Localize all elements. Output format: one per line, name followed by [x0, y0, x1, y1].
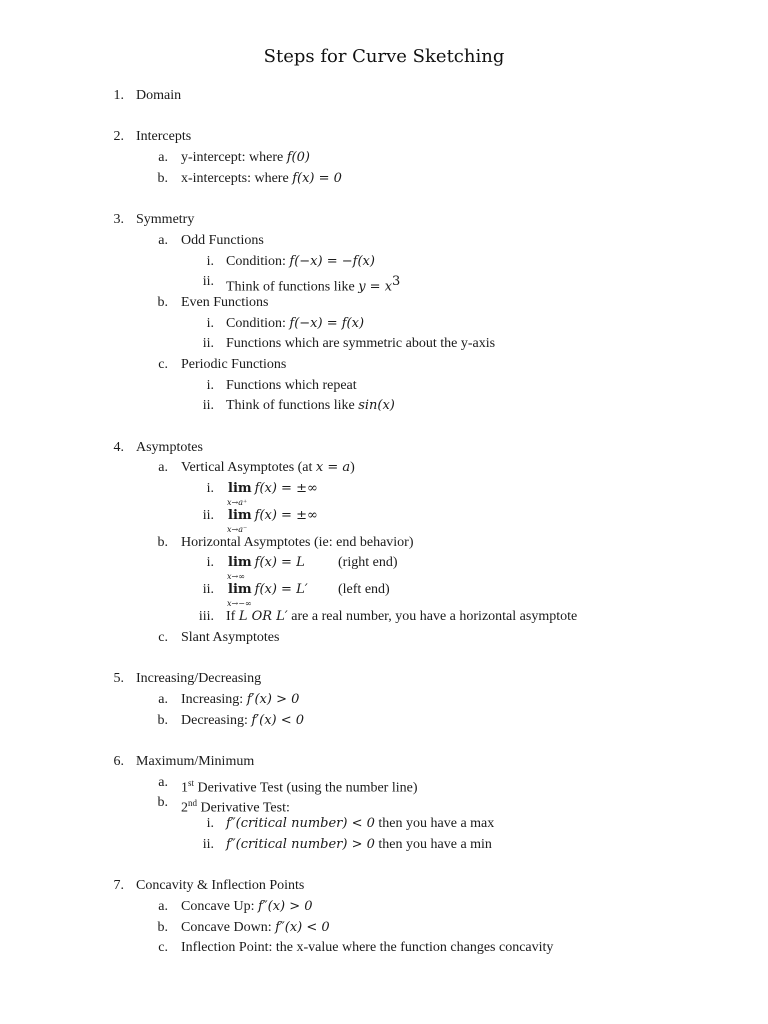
min-condition	[226, 836, 492, 854]
sub-letter: b.	[157, 795, 168, 810]
sub-letter: a.	[158, 775, 168, 790]
sub-letter: b.	[157, 171, 168, 186]
x-intercept-text: x-intercepts: where	[181, 171, 293, 186]
if-text: If	[226, 609, 239, 624]
periodic-example	[226, 397, 395, 415]
sub-letter: a.	[158, 150, 168, 165]
va-text: Vertical Asymptotes (at	[181, 460, 316, 475]
item-number: 1.	[113, 88, 124, 103]
roman-numeral: i.	[206, 254, 214, 269]
condition-text: Condition:	[226, 254, 290, 269]
limit-operator	[227, 480, 252, 507]
sub-letter: b.	[157, 295, 168, 310]
math-expr: f(x) = L′	[254, 582, 308, 597]
math-expr: L OR L′	[238, 609, 288, 624]
limit-operator	[227, 507, 252, 534]
va-limit-left	[227, 507, 318, 534]
limit-subscript: x→−∞	[227, 599, 252, 608]
y-intercept-text: y-intercept: where	[181, 150, 287, 165]
ha-limit-left	[227, 581, 308, 608]
roman-numeral: i.	[206, 316, 214, 331]
item-number: 4.	[113, 440, 124, 455]
decreasing-text: Decreasing:	[181, 713, 252, 728]
y-intercept-line	[181, 149, 310, 167]
roman-numeral: i.	[206, 481, 214, 496]
slant-asymptotes: Slant Asymptotes	[181, 630, 280, 645]
odd-condition	[226, 253, 375, 271]
limit-subscript: x→∞	[227, 572, 245, 581]
math-expr: y = x	[358, 279, 393, 295]
math-expr: f(0)	[286, 150, 310, 165]
sub-letter: c.	[158, 357, 168, 372]
math-expr: f(x) = 0	[292, 171, 342, 186]
roman-numeral: iii.	[198, 609, 214, 624]
item-intercepts: Intercepts	[136, 129, 192, 144]
va-limit-right	[227, 480, 318, 507]
roman-numeral: ii.	[202, 336, 214, 351]
ordinal-suffix: nd	[188, 798, 197, 808]
concave-down-text: Concave Down:	[181, 920, 276, 935]
page-title: Steps for Curve Sketching	[263, 46, 505, 67]
roman-numeral: ii.	[202, 398, 214, 413]
sub-letter: b.	[157, 920, 168, 935]
sub-letter: c.	[158, 940, 168, 955]
conclusion-text: are a real number, you have a horizontal asymptote	[287, 609, 578, 624]
concave-up-line	[181, 898, 313, 916]
horizontal-asymptotes: Horizontal Asymptotes (ie: end behavior)	[181, 535, 414, 550]
math-expr: f′(x) > 0	[246, 692, 300, 707]
roman-numeral: ii.	[202, 508, 214, 523]
test-text: Derivative Test (using the number line)	[194, 780, 418, 796]
decreasing-line	[181, 712, 304, 730]
math-expr: f″(x) > 0	[257, 899, 313, 914]
lim-word: lim	[228, 508, 252, 523]
sub-letter: b.	[157, 713, 168, 728]
sub-letter: a.	[158, 233, 168, 248]
example-text: Think of functions like	[226, 398, 359, 413]
item-domain: Domain	[136, 88, 182, 103]
roman-numeral: ii.	[202, 582, 214, 597]
ha-conclusion	[226, 608, 577, 626]
example-text: Think of functions like	[226, 279, 359, 295]
max-text: then you have a max	[374, 816, 495, 831]
periodic-description: Functions which repeat	[226, 378, 357, 393]
sub-letter: b.	[157, 535, 168, 550]
roman-numeral: i.	[206, 555, 214, 570]
math-expr: f″(critical number) > 0	[226, 837, 375, 852]
item-increasing-decreasing: Increasing/Decreasing	[136, 671, 262, 686]
vertical-asymptotes	[181, 459, 355, 477]
math-expr: f(−x) = −f(x)	[289, 254, 375, 269]
ordinal-number: 2	[181, 800, 188, 816]
lim-word: lim	[228, 582, 252, 597]
increasing-line	[181, 691, 299, 709]
test-text: Derivative Test:	[197, 800, 290, 816]
limit-subscript: x→a⁺	[227, 498, 248, 507]
right-end-note: (right end)	[338, 555, 398, 570]
sub-letter: a.	[158, 899, 168, 914]
odd-functions: Odd Functions	[181, 233, 264, 248]
increasing-text: Increasing:	[181, 692, 247, 707]
item-number: 5.	[113, 671, 124, 686]
sub-letter: a.	[158, 460, 168, 475]
item-maximum-minimum: Maximum/Minimum	[136, 754, 255, 769]
roman-numeral: i.	[206, 378, 214, 393]
math-expr: f′(x) < 0	[251, 713, 305, 728]
sub-letter: a.	[158, 692, 168, 707]
math-expr: f(x) = L	[254, 555, 305, 570]
even-condition	[226, 315, 364, 333]
math-expr: sin(x)	[358, 398, 395, 413]
math-expr: f(−x) = f(x)	[289, 316, 365, 331]
roman-numeral: ii.	[202, 274, 214, 289]
ordinal-suffix: st	[188, 778, 195, 788]
math-expr: x = a	[315, 460, 351, 475]
periodic-functions: Periodic Functions	[181, 357, 287, 372]
inflection-point-line: Inflection Point: the x-value where the function changes concavity	[181, 940, 554, 955]
lim-word: lim	[228, 481, 252, 496]
roman-numeral: i.	[206, 816, 214, 831]
ordinal-number: 1	[181, 780, 188, 796]
math-expr: f(x) = ±∞	[254, 508, 318, 523]
concave-up-text: Concave Up:	[181, 899, 258, 914]
x-intercept-line	[181, 170, 342, 188]
left-end-note: (left end)	[338, 582, 390, 597]
lim-word: lim	[228, 555, 252, 570]
item-number: 7.	[113, 878, 124, 893]
item-symmetry: Symmetry	[136, 212, 195, 227]
even-description: Functions which are symmetric about the y-axis	[226, 336, 496, 351]
min-text: then you have a min	[374, 837, 492, 852]
va-close: )	[350, 460, 355, 475]
exponent: 3	[392, 274, 401, 289]
limit-operator	[227, 554, 252, 581]
math-expr: f″(x) < 0	[275, 920, 330, 935]
even-functions: Even Functions	[181, 295, 269, 310]
item-asymptotes: Asymptotes	[136, 440, 203, 455]
concave-down-line	[181, 919, 330, 937]
item-number: 2.	[113, 129, 124, 144]
limit-subscript: x→a⁻	[227, 525, 248, 534]
sub-letter: c.	[158, 630, 168, 645]
max-condition	[226, 815, 494, 833]
limit-operator	[227, 581, 252, 608]
ha-limit-right	[227, 554, 305, 581]
item-number: 3.	[113, 212, 124, 227]
condition-text: Condition:	[226, 316, 290, 331]
roman-numeral: ii.	[202, 837, 214, 852]
item-concavity: Concavity & Inflection Points	[136, 878, 305, 893]
item-number: 6.	[113, 754, 124, 769]
math-expr: f(x) = ±∞	[254, 481, 318, 496]
math-expr: f″(critical number) < 0	[226, 816, 375, 831]
